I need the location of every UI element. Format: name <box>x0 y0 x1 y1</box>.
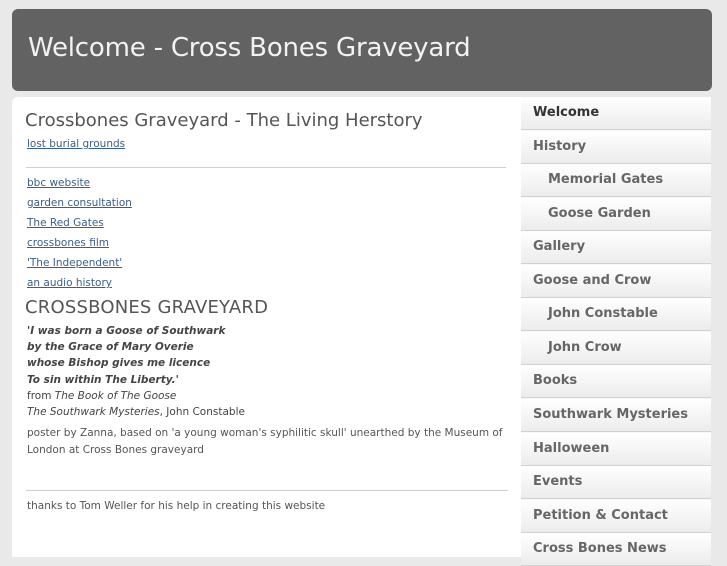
link-crossbones-film[interactable]: crossbones film <box>27 237 109 249</box>
sidebar-item-halloween[interactable] <box>521 433 711 466</box>
sidebar-item-goose-garden[interactable] <box>521 198 711 231</box>
poem <box>27 323 245 420</box>
divider <box>26 167 506 168</box>
poem-line: To sin within The Liberty.' <box>27 373 179 386</box>
sidebar-item-welcome[interactable] <box>521 97 711 130</box>
site-header <box>12 9 712 91</box>
sidebar-item-label: Events <box>533 474 583 489</box>
sidebar-item-gallery[interactable] <box>521 231 711 264</box>
link-garden-consultation[interactable]: garden consultation <box>27 197 132 209</box>
page-title: Crossbones Graveyard - The Living Herstory <box>25 110 423 131</box>
section-title: CROSSBONES GRAVEYARD <box>25 297 269 318</box>
link-red-gates[interactable]: The Red Gates <box>27 217 104 229</box>
link-audio-history[interactable]: an audio history <box>27 277 112 289</box>
sidebar-item-books[interactable] <box>521 365 711 398</box>
poem-line: 'I was born a Goose of Southwark <box>27 325 226 337</box>
site-title: Welcome - Cross Bones Graveyard <box>28 33 471 63</box>
sidebar-item-southwark-mysteries[interactable] <box>521 399 711 432</box>
sidebar-item-label: Goose Garden <box>548 206 651 221</box>
main-content <box>12 97 521 557</box>
sidebar-item-label: Books <box>533 373 578 388</box>
sidebar-item-label: Gallery <box>533 239 586 254</box>
sidebar-nav <box>521 97 711 557</box>
sidebar-item-john-crow[interactable] <box>521 332 711 365</box>
book-title: The Book of The Goose <box>54 389 177 402</box>
sidebar-item-label: John Constable <box>548 306 658 321</box>
sidebar-item-cross-bones-news[interactable] <box>521 533 711 566</box>
link-lost-burial-grounds[interactable]: lost burial grounds <box>27 138 126 150</box>
author: , John Constable <box>159 406 245 419</box>
sidebar-item-label: Welcome <box>533 105 600 120</box>
from-prefix: from <box>27 389 55 402</box>
poem-line: whose Bishop gives me licence <box>27 357 211 370</box>
divider <box>26 490 508 491</box>
poem-source <box>27 388 245 404</box>
link-the-independent[interactable]: 'The Independent' <box>27 257 123 269</box>
sidebar-item-events[interactable] <box>521 466 711 499</box>
sidebar-item-label: History <box>533 139 587 154</box>
poster-caption: poster by Zanna, based on 'a young woman's syphilitic skull' unearthed by the Museum of London at Cross Bones graveyard <box>27 427 503 456</box>
sidebar-item-label: Southwark Mysteries <box>533 407 688 422</box>
poem-attribution <box>27 404 245 420</box>
thanks-note: thanks to Tom Weller for his help in creating this website <box>27 500 326 512</box>
sidebar-item-label: Cross Bones News <box>533 541 667 556</box>
sidebar-item-memorial-gates[interactable] <box>521 164 711 197</box>
link-bbc-website[interactable]: bbc website <box>27 177 91 189</box>
sidebar-item-john-constable[interactable] <box>521 298 711 331</box>
sidebar-item-label: Memorial Gates <box>548 172 664 187</box>
sidebar-item-label: Halloween <box>533 441 610 456</box>
sidebar-item-history[interactable] <box>521 131 711 164</box>
sidebar-item-goose-and-crow[interactable] <box>521 265 711 298</box>
sidebar-item-label: Goose and Crow <box>533 273 652 288</box>
sidebar-item-label: John Crow <box>548 340 622 355</box>
sidebar-item-petition-contact[interactable] <box>521 500 711 533</box>
sidebar-item-label: Petition & Contact <box>533 508 668 523</box>
series-title: The Southwark Mysteries <box>27 406 160 419</box>
poem-line: by the Grace of Mary Overie <box>27 341 194 354</box>
